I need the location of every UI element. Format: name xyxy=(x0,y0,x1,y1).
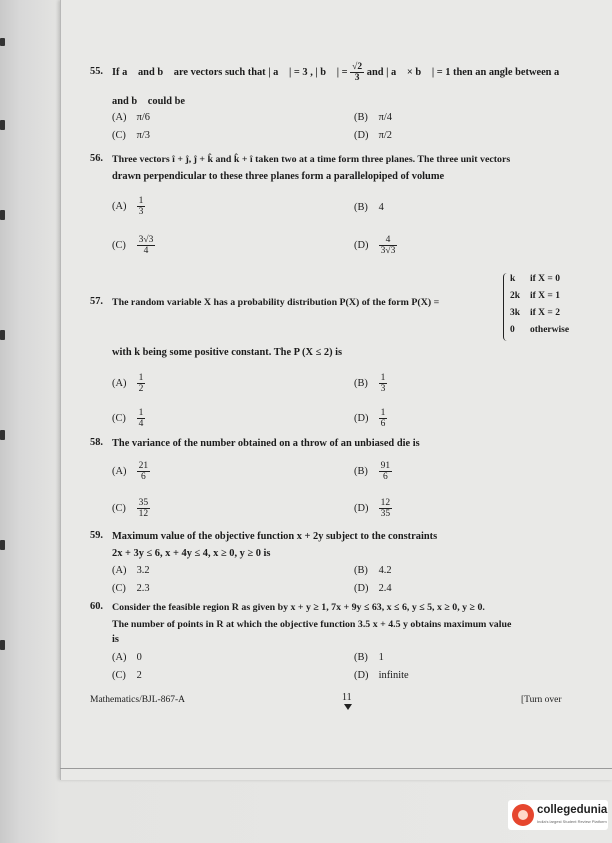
fraction-numerator: 3√3 xyxy=(138,235,154,245)
option-a xyxy=(112,565,150,576)
option-a xyxy=(112,373,145,394)
fraction-denominator: 35 xyxy=(380,509,391,519)
option-c xyxy=(112,583,150,594)
turn-over-note: [Turn over xyxy=(521,695,562,705)
option-fraction xyxy=(137,461,151,482)
option-label: (C) xyxy=(112,502,126,514)
option-label: (C) xyxy=(112,412,126,424)
option-label: (A) xyxy=(112,112,127,123)
question-56-stem-line2: drawn perpendicular to these three planes form a parallelopiped of volume xyxy=(112,171,445,182)
option-d xyxy=(354,670,409,681)
option-fraction xyxy=(379,235,398,256)
fraction-numerator: 12 xyxy=(380,498,391,508)
question-number: 58. xyxy=(90,437,103,448)
question-number: 55. xyxy=(90,66,103,77)
question-57-stem-line2: with k being some positive constant. The P (X ≤ 2) is xyxy=(112,347,343,358)
fraction-denominator: 12 xyxy=(138,509,149,519)
option-label: (B) xyxy=(354,377,368,389)
option-fraction xyxy=(137,235,156,256)
option-fraction xyxy=(137,408,146,429)
option-label: (D) xyxy=(354,670,369,681)
option-a xyxy=(112,461,150,482)
page-number: 11 xyxy=(342,692,352,703)
option-text: π/2 xyxy=(378,130,392,141)
fraction-denominator: 6 xyxy=(140,472,146,482)
option-b xyxy=(354,461,392,482)
question-number: 56. xyxy=(90,153,103,164)
fraction-numerator: √2 xyxy=(352,62,363,72)
option-text: 4 xyxy=(378,202,384,213)
piecewise-expr: 2k xyxy=(510,291,521,301)
fraction-denominator: 3 xyxy=(380,384,386,394)
collegedunia-watermark xyxy=(508,800,608,830)
watermark-name: collegedunia xyxy=(537,804,608,816)
option-label: (A) xyxy=(112,465,127,477)
option-label: (D) xyxy=(354,239,369,251)
fraction-denominator: 2 xyxy=(138,384,144,394)
option-text: 2.4 xyxy=(378,583,392,594)
option-label: (C) xyxy=(112,239,126,251)
option-text: infinite xyxy=(378,670,409,681)
option-d xyxy=(354,130,392,141)
option-label: (C) xyxy=(112,670,126,681)
piecewise-row xyxy=(510,323,569,337)
binding-hole-mark xyxy=(0,38,5,46)
option-text: 4.2 xyxy=(378,565,392,576)
question-number: 57. xyxy=(90,296,103,307)
question-57-stem-line1: The random variable X has a probability distribution P(X) of the form P(X) = xyxy=(112,297,440,308)
question-55-stem-part2: and | a⃗ × b⃗ | = 1 then an angle between a⃗ xyxy=(366,66,568,78)
option-text: 1 xyxy=(378,652,384,663)
option-label: (D) xyxy=(354,412,369,424)
option-b xyxy=(354,202,384,213)
fraction-denominator: 3 xyxy=(354,73,360,83)
fraction-numerator: 1 xyxy=(380,373,386,383)
option-label: (B) xyxy=(354,112,368,123)
option-label: (A) xyxy=(112,565,127,576)
question-number: 59. xyxy=(90,530,103,541)
option-label: (A) xyxy=(112,652,127,663)
option-label: (B) xyxy=(354,565,368,576)
option-c xyxy=(112,670,142,681)
fraction-denominator: 6 xyxy=(382,472,388,482)
piecewise-row xyxy=(510,272,560,286)
option-c xyxy=(112,498,150,519)
option-text: π/3 xyxy=(136,130,150,141)
question-59-stem-line1: Maximum value of the objective function x + 2y subject to the constraints xyxy=(112,531,438,542)
piecewise-expr: k xyxy=(510,274,516,284)
collegedunia-logo-icon xyxy=(512,804,534,826)
option-c xyxy=(112,235,155,256)
fraction-numerator: 4 xyxy=(379,235,398,246)
fraction-numerator: 21 xyxy=(138,461,149,471)
piecewise-row xyxy=(510,306,560,320)
option-text: 2.3 xyxy=(136,583,150,594)
option-fraction xyxy=(379,498,393,519)
option-b xyxy=(354,373,387,394)
question-55-stem-line2: and b⃗ could be xyxy=(112,96,186,107)
option-label: (B) xyxy=(354,465,368,477)
option-fraction xyxy=(137,196,146,217)
piecewise-cond: if X = 2 xyxy=(530,308,560,318)
piecewise-cond: if X = 0 xyxy=(530,274,560,284)
option-label: (B) xyxy=(354,652,368,663)
arrow-down-icon xyxy=(344,704,352,710)
option-c xyxy=(112,408,145,429)
option-d xyxy=(354,408,387,429)
paper-code: Mathematics/BJL-867-A xyxy=(90,695,185,705)
option-label: (B) xyxy=(354,202,368,213)
fraction-denominator: 6 xyxy=(380,419,386,429)
question-56-stem-line1: Three vectors î + ĵ, ĵ + k̂ and k̂ + î taken two at a time form three planes. The three unit vectors xyxy=(112,154,511,165)
question-60-stem-line1: Consider the feasible region R as given by x + y ≥ 1, 7x + 9y ≤ 63, x ≤ 6, y ≤ 5, x ≥ 0, y ≥ 0. xyxy=(112,602,485,613)
option-fraction xyxy=(379,373,388,394)
option-fraction xyxy=(379,408,388,429)
option-b xyxy=(354,112,392,123)
fraction-numerator: 91 xyxy=(380,461,391,471)
fraction-denominator: 3 xyxy=(138,207,144,217)
binding-hole-mark xyxy=(0,430,5,440)
option-a xyxy=(112,652,142,663)
option-text: 0 xyxy=(136,652,142,663)
question-59-stem-line2: 2x + 3y ≤ 6, x + 4y ≤ 4, x ≥ 0, y ≥ 0 is xyxy=(112,548,271,559)
option-label: (D) xyxy=(354,502,369,514)
fraction-denominator: 4 xyxy=(138,419,144,429)
fraction-numerator: 1 xyxy=(138,373,144,383)
stem-fraction xyxy=(350,62,364,83)
option-text: π/4 xyxy=(378,112,392,123)
option-d xyxy=(354,583,392,594)
option-text: π/6 xyxy=(136,112,150,123)
piecewise-cond: otherwise xyxy=(530,325,570,335)
option-a xyxy=(112,196,145,217)
option-fraction xyxy=(137,373,146,394)
option-label: (D) xyxy=(354,130,369,141)
option-c xyxy=(112,130,150,141)
option-text: 2 xyxy=(136,670,142,681)
binding-hole-mark xyxy=(0,210,5,220)
question-58-stem: The variance of the number obtained on a throw of an unbiased die is xyxy=(112,438,420,449)
fraction-numerator: 35 xyxy=(138,498,149,508)
fraction-numerator: 1 xyxy=(138,196,144,206)
piecewise-row xyxy=(510,289,560,303)
binding-hole-mark xyxy=(0,640,5,650)
fraction-denominator: 3√3 xyxy=(380,246,396,256)
option-b xyxy=(354,565,392,576)
option-label: (D) xyxy=(354,583,369,594)
option-label: (C) xyxy=(112,583,126,594)
option-d xyxy=(354,498,392,519)
binding-hole-mark xyxy=(0,120,5,130)
fraction-denominator: 4 xyxy=(143,246,149,256)
question-55-stem-part1: If a⃗ and b⃗ are vectors such that | a⃗ | = 3 , | b⃗ | = xyxy=(112,66,348,78)
piecewise-expr: 3k xyxy=(510,308,521,318)
piecewise-expr: 0 xyxy=(510,325,515,335)
option-label: (A) xyxy=(112,200,127,212)
binding-hole-mark xyxy=(0,330,5,340)
option-b xyxy=(354,652,384,663)
option-fraction xyxy=(137,498,151,519)
fraction-numerator: 1 xyxy=(138,408,144,418)
question-number: 60. xyxy=(90,601,103,612)
question-60-stem-line3: is xyxy=(112,634,119,645)
option-text: 3.2 xyxy=(136,565,150,576)
option-d xyxy=(354,235,397,256)
option-a xyxy=(112,112,150,123)
question-60-stem-line2: The number of points in R at which the objective function 3.5 x + 4.5 y obtains maximum value xyxy=(112,619,512,630)
piecewise-brace xyxy=(503,273,510,341)
watermark-tagline: India's largest Student Review Platform xyxy=(537,819,607,824)
piecewise-cond: if X = 1 xyxy=(530,291,560,301)
fraction-numerator: 1 xyxy=(380,408,386,418)
question-55-stem xyxy=(112,62,567,83)
option-label: (A) xyxy=(112,377,127,389)
option-label: (C) xyxy=(112,130,126,141)
option-fraction xyxy=(379,461,393,482)
binding-hole-mark xyxy=(0,540,5,550)
page-edge xyxy=(60,768,612,775)
